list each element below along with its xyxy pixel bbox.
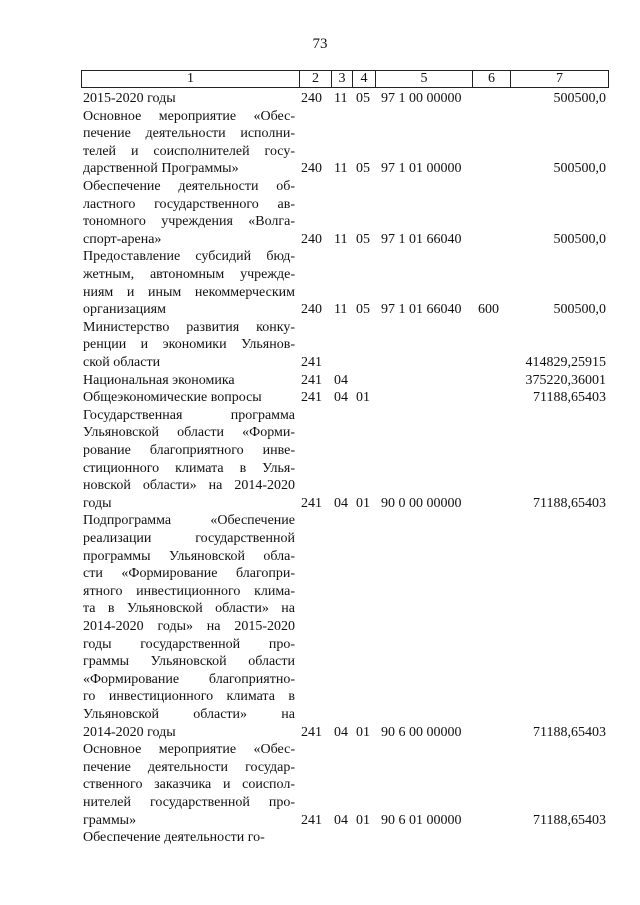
description-line: печение деятельности государ-: [83, 759, 295, 775]
description-line: Подпрограмма «Обеспечение: [83, 513, 295, 529]
code-subsection: 01: [356, 390, 370, 406]
description-line: Ульяновской области «Форми-: [83, 425, 295, 441]
code-admin: 241: [301, 724, 322, 740]
description-line: организациям: [83, 302, 166, 318]
description-line: новской области» на 2014-2020: [83, 478, 295, 494]
description-line: та в Ульяновской области» на: [83, 601, 295, 617]
code-admin: 240: [301, 161, 322, 177]
description-line: Обеспечение деятельности го-: [83, 830, 265, 846]
amount: 500500,0: [553, 302, 606, 318]
description-line: жетным, автономным учрежде-: [83, 266, 295, 282]
row-description: [83, 389, 295, 407]
row-description: [83, 372, 295, 390]
code-expense-type: 600: [478, 302, 499, 318]
description-line: Национальная экономика: [83, 372, 235, 388]
column-header-4: 4: [353, 71, 376, 87]
description-line: годы: [83, 495, 112, 511]
description-line: «Формирование благоприятно-: [83, 671, 295, 687]
description-line: 2014-2020 годы: [83, 724, 176, 740]
description-line: реализации государственной: [83, 530, 295, 546]
description-line: ской области: [83, 354, 161, 370]
code-admin: 240: [301, 231, 322, 247]
description-line: Основное мероприятие «Обес-: [83, 742, 295, 758]
code-target: 97 1 01 66040: [381, 302, 462, 318]
code-target: 90 0 00 00000: [381, 495, 462, 511]
code-subsection: 05: [356, 302, 370, 318]
description-line: годы государственной про-: [83, 636, 295, 652]
description-line: тономного учреждения «Волга-: [83, 214, 295, 230]
table-row: [0, 372, 640, 390]
code-section: 11: [334, 161, 348, 177]
code-section: 04: [334, 495, 348, 511]
table-row: [0, 407, 640, 513]
amount: 500500,0: [553, 161, 606, 177]
row-description: [83, 741, 295, 829]
code-admin: 241: [301, 372, 322, 388]
column-header-6: 6: [473, 71, 511, 87]
description-line: граммы Ульяновской области: [83, 654, 295, 670]
description-line: стиционного климата в Улья-: [83, 460, 295, 476]
table-row: [0, 248, 640, 318]
description-line: Общеэкономические вопросы: [83, 390, 262, 406]
description-line: ниям и иным некоммерческим: [83, 284, 295, 300]
table-header: [81, 70, 609, 88]
table-row: [0, 512, 640, 741]
description-line: Обеспечение деятельности об-: [83, 179, 295, 194]
code-target: 97 1 00 00000: [381, 91, 462, 106]
description-line: Ульяновской области» на: [83, 706, 295, 722]
column-header-5: 5: [376, 71, 473, 87]
code-admin: 241: [301, 812, 322, 828]
code-admin: 240: [301, 91, 322, 106]
row-description: [83, 829, 295, 847]
description-line: го инвестиционного климата в: [83, 689, 295, 705]
description-line: граммы»: [83, 812, 137, 828]
table-row: [0, 389, 640, 407]
column-header-7: 7: [556, 71, 563, 86]
column-header-3: 3: [332, 71, 353, 87]
row-description: [83, 407, 295, 513]
amount: 71188,65403: [533, 495, 606, 511]
code-subsection: 01: [356, 812, 370, 828]
row-description: [83, 178, 295, 248]
page-number: 73: [312, 36, 328, 52]
table-row: [0, 741, 640, 829]
description-line: ственного заказчика и соиспол-: [83, 777, 295, 793]
code-admin: 241: [301, 495, 322, 511]
description-line: телей и соисполнителей госу-: [83, 143, 295, 159]
amount: 71188,65403: [533, 812, 606, 828]
code-subsection: 01: [356, 495, 370, 511]
code-section: 04: [334, 372, 348, 388]
code-target: 90 6 00 00000: [381, 724, 462, 740]
code-section: 04: [334, 390, 348, 406]
description-line: ренции и экономики Ульянов-: [83, 337, 295, 353]
code-target: 97 1 01 66040: [381, 231, 462, 247]
description-line: дарственной Программы»: [83, 161, 239, 177]
table-row: [0, 829, 640, 847]
amount: 500500,0: [553, 91, 606, 106]
row-description: [83, 90, 295, 108]
code-subsection: 05: [356, 91, 370, 106]
code-section: 04: [334, 724, 348, 740]
code-target: 90 6 01 00000: [381, 812, 462, 828]
description-line: 2014-2020 годы» на 2015-2020: [83, 618, 295, 634]
description-line: спорт-арена»: [83, 231, 162, 247]
code-subsection: 01: [356, 724, 370, 740]
code-subsection: 05: [356, 161, 370, 177]
description-line: нителей государственной про-: [83, 794, 295, 810]
table-row: [0, 319, 640, 372]
description-line: ластного государственного ав-: [83, 196, 295, 212]
code-section: 04: [334, 812, 348, 828]
amount: 71188,65403: [533, 390, 606, 406]
code-admin: 241: [301, 355, 322, 370]
description-line: 2015-2020 годы: [83, 91, 176, 106]
code-subsection: 05: [356, 231, 370, 247]
code-section: 11: [334, 91, 348, 106]
amount: 71188,65403: [533, 724, 606, 740]
table-row: [0, 178, 640, 248]
description-line: сти «Формирование благопри-: [83, 566, 295, 582]
description-line: ятного инвестиционного клима-: [83, 583, 295, 599]
description-line: Основное мероприятие «Обес-: [83, 108, 295, 124]
amount: 414829,25915: [525, 355, 606, 370]
code-target: 97 1 01 00000: [381, 161, 462, 177]
row-description: [83, 248, 295, 318]
row-description: [83, 108, 295, 178]
code-section: 11: [334, 231, 348, 247]
description-line: Государственная программа: [83, 407, 295, 423]
amount: 375220,36001: [525, 372, 606, 388]
table-row: [0, 90, 640, 108]
row-description: [83, 512, 295, 741]
description-line: рование благоприятного инве-: [83, 442, 295, 458]
code-section: 11: [334, 302, 348, 318]
description-line: печение деятельности исполни-: [83, 126, 295, 142]
code-admin: 240: [301, 302, 322, 318]
description-line: программы Ульяновской обла-: [83, 548, 295, 564]
column-header-2: 2: [300, 71, 332, 87]
row-description: [83, 319, 295, 372]
code-admin: 241: [301, 390, 322, 406]
column-header-1: 1: [82, 71, 300, 87]
description-line: Предоставление субсидий бюд-: [83, 249, 295, 265]
table-row: [0, 108, 640, 178]
amount: 500500,0: [553, 231, 606, 247]
description-line: Министерство развития конку-: [83, 319, 295, 335]
